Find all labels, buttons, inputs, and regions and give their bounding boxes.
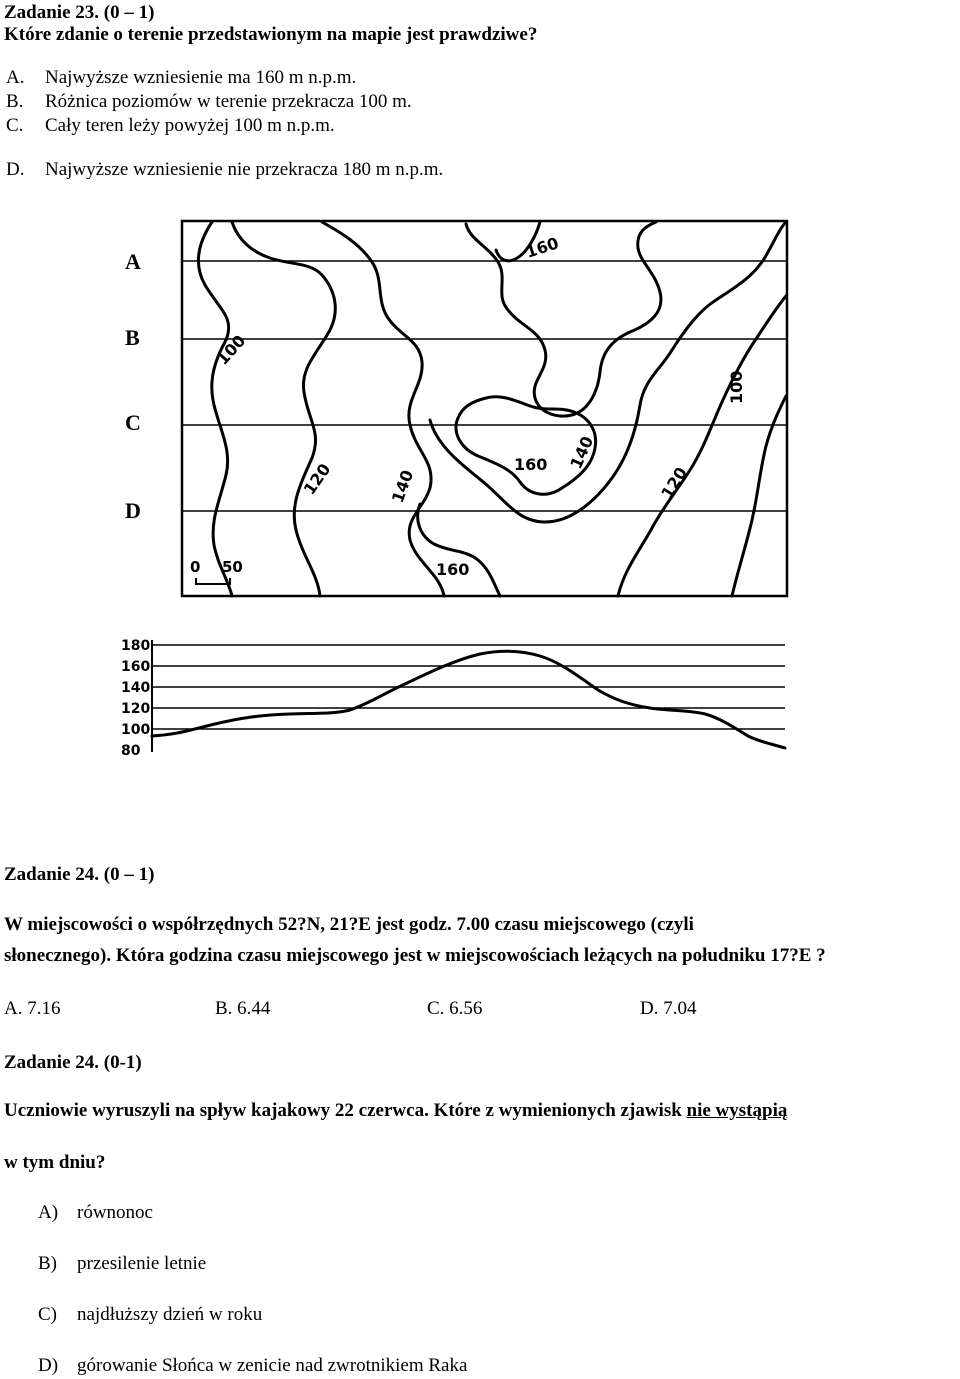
profile-tick-140: 140 xyxy=(121,680,151,696)
option-letter: C. xyxy=(6,115,24,136)
profile-chart xyxy=(121,638,785,759)
option-text: Cały teren leży powyżej 100 m n.p.m. xyxy=(45,115,335,136)
task24b-option-a xyxy=(38,1202,153,1224)
contour-100-left xyxy=(198,222,232,596)
profile-tick-180: 180 xyxy=(121,638,151,654)
profile-tick-100: 100 xyxy=(121,722,151,738)
task24a-line2: słonecznego). Która godzina czasu miejscowego jest w miejscowościach leżących na południku 17?E ? xyxy=(4,945,826,966)
task24b-line1-underlined: nie wystąpią xyxy=(686,1100,788,1121)
profile-tick-160: 160 xyxy=(121,659,151,675)
task24a-answer-b: B. 6.44 xyxy=(215,998,271,1019)
option-letter: C) xyxy=(38,1304,57,1325)
option-letter: B. xyxy=(6,91,24,112)
task24a-answer-d: D. 7.04 xyxy=(640,998,697,1019)
task24b-line2: w tym dniu? xyxy=(4,1152,106,1173)
contour-label-140-right: 140 xyxy=(566,433,598,472)
task24b-line1 xyxy=(4,1100,787,1122)
task24b-header: Zadanie 24. (0-1) xyxy=(4,1052,142,1073)
profile-tick-80: 80 xyxy=(121,743,141,759)
task24b-option-b xyxy=(38,1253,206,1275)
option-letter: D. xyxy=(6,159,25,180)
row-label-b: B xyxy=(125,325,140,350)
option-text: górowanie Słońca w zenicie nad zwrotnikiem Raka xyxy=(77,1355,468,1376)
contour-label-100-right: 100 xyxy=(727,370,746,404)
option-text: najdłuższy dzień w roku xyxy=(77,1304,263,1325)
row-label-d: D xyxy=(125,498,141,523)
scale-fifty: 50 xyxy=(222,558,243,576)
contour-140-left xyxy=(322,222,444,596)
task23-question: Które zdanie o terenie przedstawionym na mapie jest prawdziwe? xyxy=(4,24,538,45)
option-text: Różnica poziomów w terenie przekracza 100 m. xyxy=(45,91,412,112)
option-letter: A. xyxy=(6,67,25,88)
option-letter: D) xyxy=(38,1355,59,1376)
contour-label-160-south: 160 xyxy=(436,560,470,579)
task24a-answer-c: C. 6.56 xyxy=(427,998,483,1019)
contour-label-160-top: 160 xyxy=(523,233,562,262)
option-text: przesilenie letnie xyxy=(77,1253,207,1274)
contour-label-120-left: 120 xyxy=(299,460,335,499)
contour-120-east xyxy=(618,296,786,596)
row-label-c: C xyxy=(125,410,141,435)
contour-120-left xyxy=(232,222,335,596)
contour-label-140-left: 140 xyxy=(387,467,418,506)
task24a-header: Zadanie 24. (0 – 1) xyxy=(4,864,155,885)
scale-zero: 0 xyxy=(190,558,201,576)
option-letter: B) xyxy=(38,1253,57,1274)
task24b-option-c xyxy=(38,1304,262,1326)
map-frame xyxy=(182,221,787,596)
task24a-line1: W miejscowości o współrzędnych 52?N, 21?E jest godz. 7.00 czasu miejscowego (czyli xyxy=(4,914,694,935)
contour-label-120-right: 120 xyxy=(657,463,692,503)
contour-160-south xyxy=(418,504,500,596)
contour-100-east xyxy=(732,396,786,596)
task23-header: Zadanie 23. (0 – 1) xyxy=(4,2,155,23)
task24b-line1-text: Uczniowie wyruszyli na spływ kajakowy 22 czerwca. Które z wymienionych zjawisk xyxy=(4,1100,687,1121)
task24b-option-d xyxy=(38,1355,467,1377)
option-text: równonoc xyxy=(77,1202,153,1223)
contour-label-100-left: 100 xyxy=(212,331,250,369)
profile-tick-120: 120 xyxy=(121,701,151,717)
option-text: Najwyższe wzniesienie nie przekracza 180 m n.p.m. xyxy=(45,159,444,180)
option-text: Najwyższe wzniesienie ma 160 m n.p.m. xyxy=(45,67,357,88)
option-letter: A) xyxy=(38,1202,59,1223)
contour-label-160-peak: 160 xyxy=(514,455,548,474)
task24a-answer-a: A. 7.16 xyxy=(4,998,61,1019)
row-label-a: A xyxy=(125,249,141,274)
